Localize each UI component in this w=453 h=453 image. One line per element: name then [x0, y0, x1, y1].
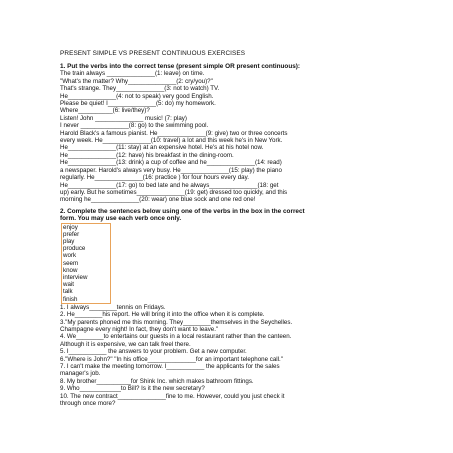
exercise-1-line: Where__________(6: live/they)? — [60, 107, 150, 115]
exercise-2-line: 2. He________his report. He will bring it into the office when it is complete. — [60, 311, 265, 319]
exercise-1-line: The train always ______________(1: leave) on time. — [60, 70, 205, 78]
exercise-1-line: every week. He______________(10: travel) a lot and this week he's in New York. — [60, 137, 283, 145]
exercise-1-line: "What's the matter? Why______________(2: cry/you)?" — [60, 77, 213, 85]
exercise-1-line: Harold Black's a famous pianist. He______________(9: give) two or three concerts — [60, 129, 288, 137]
verb-box-word: play — [63, 237, 75, 245]
verb-box — [61, 223, 111, 304]
exercise-1-line: regularly. He______________(16: practice ) for four hours every day. — [60, 174, 249, 182]
verb-box-word: talk — [63, 288, 73, 296]
exercise-1-line: He______________(11: stay) at an expensive hotel. He's at his hotel now. — [60, 144, 264, 152]
exercise-2-line: 10. The new contract______________fine to me. However, could you just check it — [60, 392, 285, 400]
exercise-2-line: 3."My parents phoned me this morning. They________themselves in the Seychelles. — [60, 318, 293, 326]
exercise-1-heading: 1. Put the verbs into the correct tense (present simple OR present continuous): — [60, 63, 301, 70]
exercise-1-line: He______________(13: drink) a cup of coffee and he______________(14: read) — [60, 159, 282, 167]
verb-box-word: work — [63, 252, 77, 260]
exercise-2-lines — [60, 304, 405, 408]
verb-box-word: produce — [63, 245, 86, 253]
exercise-2-line: 9. Who____________to Bill? Is it the new secretary? — [60, 385, 205, 393]
exercise-2-heading-line-2: form. You may use each verb once only. — [60, 215, 182, 223]
worksheet — [60, 50, 405, 407]
verb-box-word: know — [63, 266, 78, 274]
exercise-1-line: a newspaper. Harold's always very busy. He______________(15: play) the piano — [60, 166, 282, 174]
exercise-2-line: 7. I can't make the meeting tomorrow. I___________ the applicants for the sales — [60, 363, 280, 371]
exercise-1-line: That's strange. They______________(3: not to watch) TV. — [60, 85, 220, 93]
exercise-1-line: He______________(4: not to speak) very good English. — [60, 92, 214, 100]
worksheet-title: PRESENT SIMPLE VS PRESENT CONTINUOUS EXERCISES — [60, 50, 246, 57]
exercise-2-line: Champagne every night! In fact, they don't want to leave." — [60, 325, 219, 333]
verb-box-word: enjoy — [63, 223, 78, 231]
verb-box-word: interview — [63, 273, 88, 281]
exercise-1-line: up) early. But he sometimes______________(19: get) dressed too quickly, and this — [60, 188, 288, 196]
exercise-2-line: 6."Where is John?" "In his office______________for an important telephone call." — [60, 355, 283, 363]
verb-box-word: finish — [63, 295, 78, 303]
exercise-2-line: manager's job. — [60, 370, 101, 378]
exercise-1-line: I never ______________(8: go) to the swimming pool. — [60, 122, 209, 130]
verb-box-word: seem — [63, 259, 79, 267]
exercise-2-line: through once more? — [60, 400, 116, 408]
exercise-1-line: Listen! John ______________ music! (7: play) — [60, 114, 187, 122]
exercise-1-line: morning he______________(20: wear) one blue sock and one red one! — [60, 196, 256, 204]
exercise-1-line: He______________(12: have) his breakfast in the dining-room. — [60, 151, 234, 159]
exercise-2-line: 5. I___________ the answers to your problem. Get a new computer. — [60, 348, 247, 356]
exercise-2-line: 4. We________to entertains our guests in a local restaurant rather than the canteen. — [60, 333, 292, 341]
exercise-1-lines — [60, 70, 405, 203]
exercise-2-heading: 2. Complete the sentences below using one of the verbs in the box in the correct — [60, 207, 305, 215]
exercise-1-line: He______________(17: go) to bed late and he always______________(18: get — [60, 181, 279, 189]
verb-box-word: prefer — [63, 230, 80, 238]
exercise-2-line: Although it is expensive, we can talk freel there. — [60, 340, 191, 348]
exercise-2-line: 8. My brother__________for Shink Inc. which makes bathroom fittings. — [60, 377, 254, 385]
exercise-1-line: Please be quiet! I______________(5: do) my homework. — [60, 100, 216, 108]
exercise-2-line: 1. I always________tennis on Fridays. — [60, 303, 166, 311]
verb-box-word: wait — [63, 281, 75, 289]
